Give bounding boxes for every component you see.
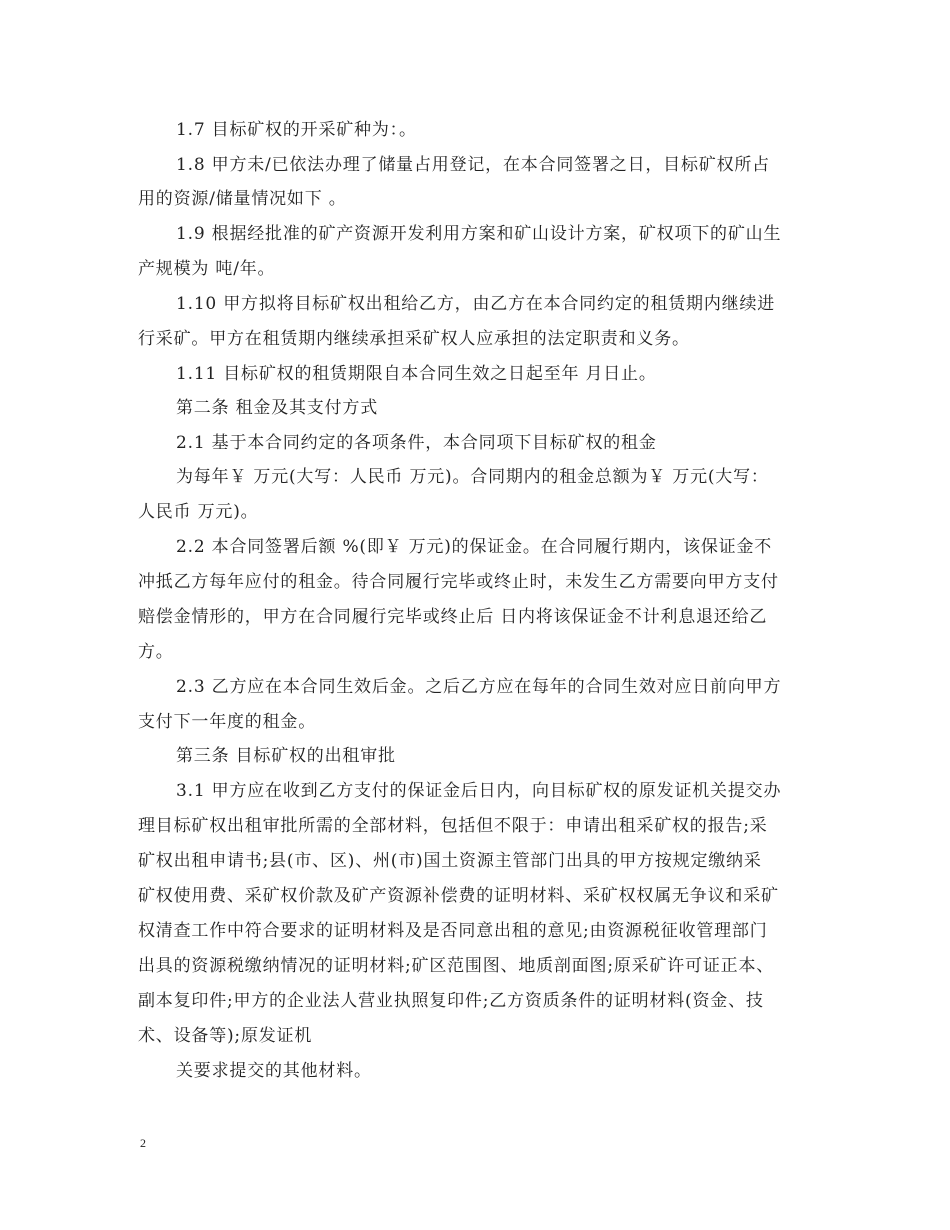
paragraph-2-3-line-1: 2.3 乙方应在本合同生效后金。之后乙方应在每年的合同生效对应日前向甲方 (176, 677, 782, 697)
paragraph-2-2-line-2: 冲抵乙方每年应付的租金。待合同履行完毕或终止时，未发生乙方需要向甲方支付 (138, 572, 779, 592)
paragraph-1-10-line-1: 1.10 甲方拟将目标矿权出租给乙方，由乙方在本合同约定的租赁期内继续进 (176, 294, 776, 314)
paragraph-1-8-line-2: 用的资源/储量情况如下 。 (138, 189, 347, 209)
section-2-heading: 第二条 租金及其支付方式 (176, 398, 379, 418)
paragraph-2-2-line-4: 方。 (138, 642, 174, 662)
paragraph-3-1-line-6: 出具的资源税缴纳情况的证明材料;矿区范围图、地质剖面图;原采矿许可证正本、 (138, 956, 775, 976)
page-number: 2 (140, 1136, 146, 1150)
paragraph-1-11: 1.11 目标矿权的租赁期限自本合同生效之日起至年 月日止。 (176, 364, 657, 384)
paragraph-1-9-line-1: 1.9 根据经批准的矿产资源开发利用方案和矿山设计方案，矿权项下的矿山生 (176, 224, 782, 244)
paragraph-3-1-line-5: 权清查工作中符合要求的证明材料及是否同意出租的意见;由资源税征收管理部门 (138, 921, 768, 941)
paragraph-3-1-line-7: 副本复印件;甲方的企业法人营业执照复印件;乙方资质条件的证明材料(资金、技 (138, 991, 764, 1011)
section-3-heading: 第三条 目标矿权的出租审批 (176, 746, 396, 766)
paragraph-1-9-line-2: 产规模为 吨/年。 (138, 259, 276, 279)
paragraph-1-8-line-1: 1.8 甲方未/已依法办理了储量占用登记，在本合同签署之日，目标矿权所占 (176, 155, 770, 175)
paragraph-2-3-line-2: 支付下一年度的租金。 (138, 712, 316, 732)
paragraph-3-1-line-2: 理目标矿权出租审批所需的全部材料，包括但不限于：申请出租采矿权的报告;采 (138, 816, 768, 836)
paragraph-2-1-line-3: 人民币 万元)。 (138, 502, 259, 522)
paragraph-3-1-line-4: 矿权使用费、采矿权价款及矿产资源补偿费的证明材料、采矿权权属无争议和采矿 (138, 886, 779, 906)
paragraph-1-7: 1.7 目标矿权的开采矿种为：。 (176, 120, 417, 140)
paragraph-2-2-line-3: 赔偿金情形的，甲方在合同履行完毕或终止后 日内将该保证金不计利息退还给乙 (138, 607, 768, 627)
paragraph-3-1-line-3: 矿权出租申请书;县(市、区)、州(市)国土资源主管部门出具的甲方按规定缴纳采 (138, 851, 762, 871)
paragraph-3-1-line-9: 关要求提交的其他材料。 (176, 1061, 372, 1081)
paragraph-3-1-line-1: 3.1 甲方应在收到乙方支付的保证金后日内，向目标矿权的原发证机关提交办 (176, 781, 782, 801)
paragraph-2-2-line-1: 2.2 本合同签署后额 %(即￥ 万元)的保证金。在合同履行期内，该保证金不 (176, 537, 773, 557)
paragraph-2-1-line-1: 2.1 基于本合同约定的各项条件，本合同项下目标矿权的租金 (176, 433, 657, 453)
paragraph-1-10-line-2: 行采矿。甲方在租赁期内继续承担采矿权人应承担的法定职责和义务。 (138, 329, 690, 349)
paragraph-2-1-line-2: 为每年￥ 万元(大写：人民币 万元)。合同期内的租金总额为￥ 万元(大写： (176, 467, 769, 487)
paragraph-3-1-line-8: 术、设备等);原发证机 (138, 1026, 313, 1046)
